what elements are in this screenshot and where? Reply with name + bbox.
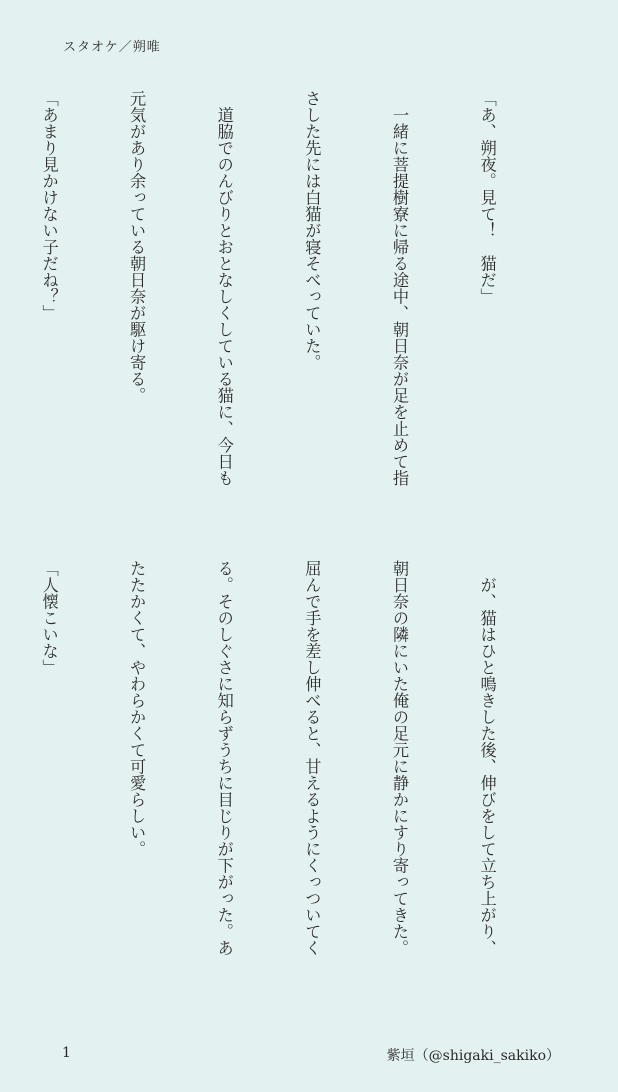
text-line: が、猫はひと鳴きした後、伸びをして立ち上がり、	[477, 560, 497, 956]
text-line: 「人懐こいな」	[39, 560, 59, 676]
text-line: 屈んで手を差し伸べると、甘えるようにくっついてく	[302, 560, 322, 956]
text-line: る。そのしぐさに知らずうちに目じりが下がった。あ	[214, 560, 234, 956]
text-line: たたかくて、やわらかくて可愛らしい。	[127, 560, 147, 857]
text-line: 朝日奈の隣にいた俺の足元に静かにすり寄ってきた。	[389, 560, 409, 956]
text-line: 「あ、朔夜。見て！ 猫だ」	[477, 90, 497, 305]
text-line: 「あまり見かけない子だね？」	[39, 90, 59, 321]
text-line: 道脇でのんびりとおとなしくしている猫に、今日も	[214, 90, 234, 486]
page-header-title: スタオケ／朔唯	[63, 40, 161, 55]
text-line: 元気があり余っている朝日奈が駆け寄る。	[127, 90, 147, 404]
text-line: さした先には白猫が寝そべっていた。	[302, 90, 322, 371]
body-text-bottom	[39, 560, 560, 1000]
text-line: 一緒に菩提樹寮に帰る途中、朝日奈が足を止めて指	[389, 90, 409, 486]
body-text-top	[39, 90, 560, 530]
page-number: 1	[62, 1045, 71, 1061]
author-credit: 紫垣（@shigaki_sakiko）	[386, 1048, 560, 1064]
